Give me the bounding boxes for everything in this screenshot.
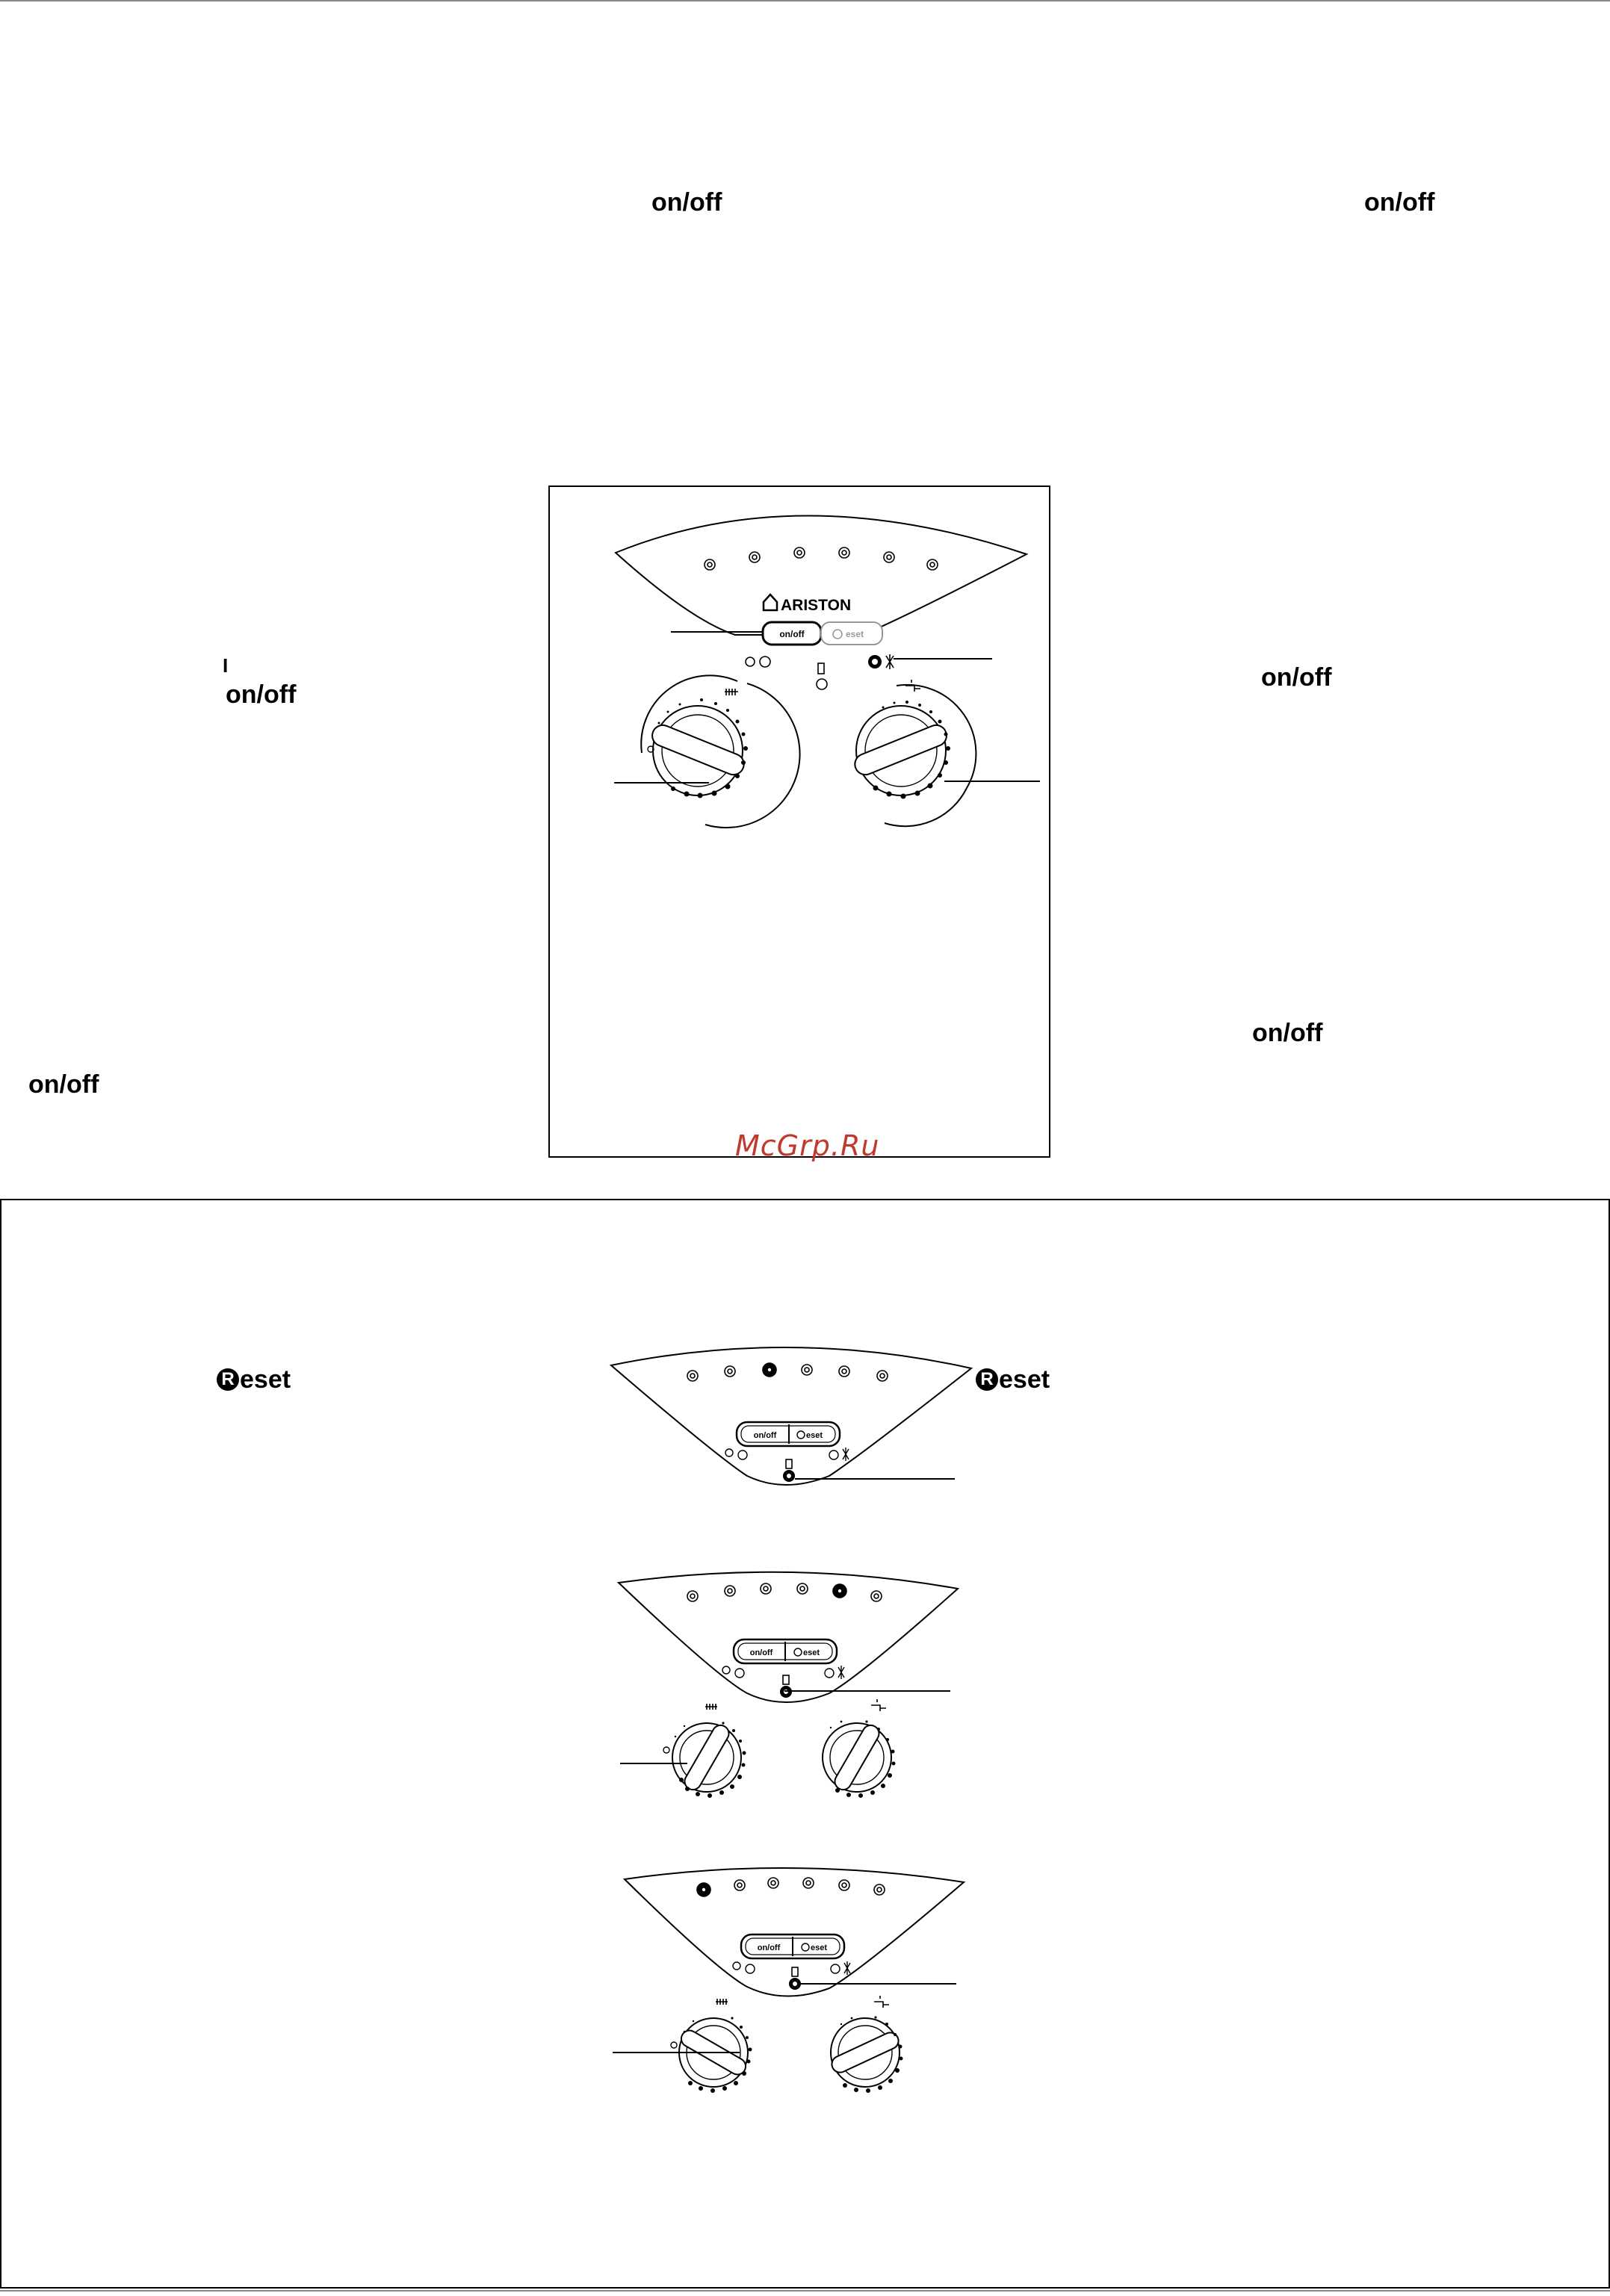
reset-button-text: eset (805, 1431, 823, 1440)
reset-button-text: eset (845, 629, 864, 639)
control-panel-figure-3 (613, 1860, 971, 2121)
onoff-label-6: on/off (28, 1070, 99, 1099)
onoff-label-4: on/off (1261, 663, 1332, 692)
top-rule (0, 0, 1610, 1)
bottom-rule (0, 2290, 1610, 2292)
onoff-button-text: on/off (753, 1431, 777, 1440)
watermark: McGrp.Ru (735, 1129, 880, 1162)
reset-button-text: eset (802, 1648, 820, 1657)
control-panel-figure-1 (605, 1337, 979, 1509)
reset-button-text: eset (810, 1943, 828, 1952)
reset-label-left: R eset (217, 1367, 291, 1392)
onoff-label-2: on/off (1364, 188, 1435, 217)
onoff-label-1: on/off (651, 188, 722, 217)
mark-i: I (223, 654, 229, 677)
onoff-label-5: on/off (1252, 1019, 1323, 1047)
reset-label-right: R eset (976, 1367, 1050, 1392)
onoff-button-text: on/off (749, 1648, 773, 1657)
reset-r-icon: R (976, 1368, 998, 1391)
reset-r-icon: R (217, 1368, 239, 1391)
control-panel-figure-2 (613, 1565, 971, 1826)
onoff-button-text: on/off (779, 629, 805, 639)
onoff-label-3: on/off (226, 680, 297, 709)
brand-logo: ARISTON (781, 597, 852, 614)
onoff-button-text: on/off (757, 1943, 781, 1952)
control-panel-figure-top (548, 485, 1050, 1158)
